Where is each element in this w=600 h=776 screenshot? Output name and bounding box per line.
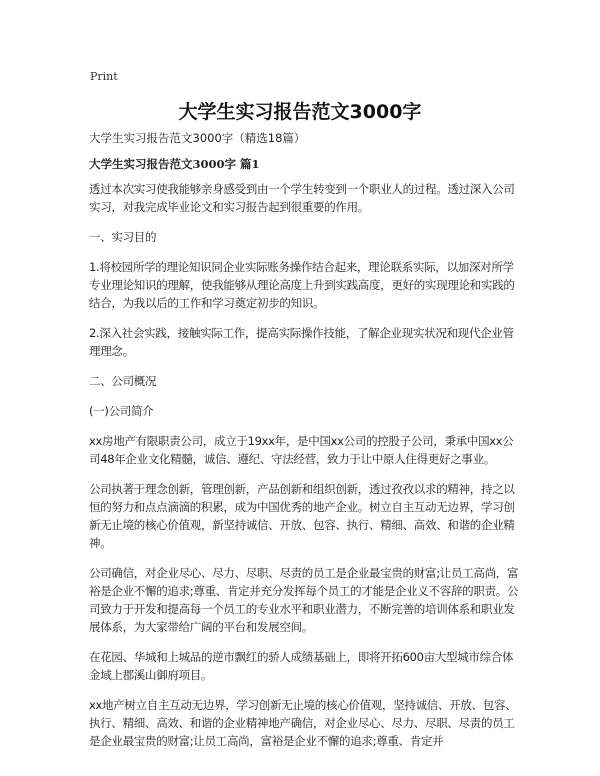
heading-internship-purpose: 一、实习目的: [89, 230, 157, 244]
document-body: [89, 130, 521, 762]
print-link[interactable]: Print: [90, 70, 118, 83]
document-subtitle: 大学生实习报告范文3000字（精选18篇）: [89, 131, 306, 145]
paragraph-company-innovation: 公司执著于理念创新，管理创新，产品创新和组织创新，透过孜孜以求的精神，持之以恒的努力和点点滴滴的积累，成为中国优秀的地产企业。树立自主互动无边界，学习创新无止境的核心价值观，新坚持诚信、开放、包容、执行、精细、高效、和谐的企业精神。: [89, 482, 515, 550]
heading-company-intro: (一)公司简介: [89, 404, 154, 418]
paragraph-intro: 透过本次实习使我能够亲身感受到由一个学生转变到一个职业人的过程。透过深入公司实习，对我完成毕业论文和实习报告起到很重要的作用。: [89, 182, 515, 214]
paragraph-company-projects: 在花园、华城和上城品的逆市飘红的骄人成绩基础上，即将开拓600亩大型城市综合体金域上郡溪山御府项目。: [89, 650, 514, 682]
section-heading: 大学生实习报告范文3000字 篇1: [89, 157, 260, 171]
heading-company-overview: 二、公司概况: [89, 374, 157, 388]
paragraph-company-founding: xx房地产有限职责公司，成立于19xx年，是中国xx公司的控股子公司，秉承中国xx公司48年企业文化精髓，诚信、遵纪、守法经营，致力于让中原人住得更好之事业。: [89, 434, 514, 466]
paragraph-purpose-2: 2.深入社会实践，接触实际工作，提高实际操作技能，了解企业现实状况和现代企业管理理念。: [89, 326, 514, 358]
paragraph-purpose-1: 1.将校园所学的理论知识同企业实际账务操作结合起来，理论联系实际，以加深对所学专业理论知识的理解，使我能够从理论高度上升到实践高度，更好的实现理论和实践的结合，为我以后的工作和学习奠定初步的知识。: [89, 260, 515, 310]
paragraph-company-belief: 公司确信，对企业尽心、尽力、尽职、尽责的员工是企业最宝贵的财富;让员工高尚，富裕是企业不懈的追求;尊重、肯定并充分发挥每个员工的才能是企业义不容辞的职责。公司致力于开发和提高每一个员工的专业水平和职业潜力，不断完善的培训体系和职业发展体系，为大家带给广阔的平台和发展空间。: [89, 566, 519, 634]
document-title: 大学生实习报告范文3000字: [178, 101, 422, 123]
paragraph-company-values: xx地产树立自主互动无边界，学习创新无止境的核心价值观，坚持诚信、开放、包容、执行、精细、高效、和谐的企业精神地产确信，对企业尽心、尽力、尽职、尽责的员工是企业最宝贵的财富;让员工高尚，富裕是企业不懈的追求;尊重、肯定并: [89, 698, 517, 748]
